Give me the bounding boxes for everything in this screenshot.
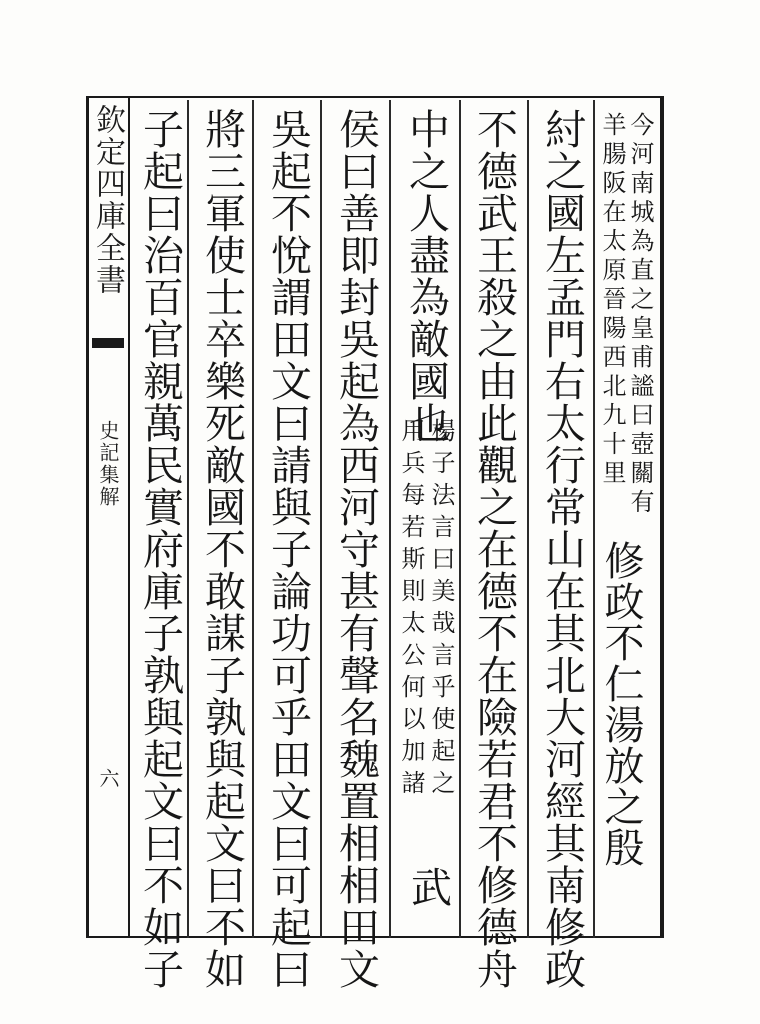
column-rule <box>459 100 461 938</box>
commentary-line: 用兵每若斯則太公何以加諸 <box>397 418 425 802</box>
text-column: 武 <box>404 866 452 908</box>
margin-page-number: 六 <box>96 768 120 788</box>
margin-title: 欽定四庫全書 <box>90 104 125 296</box>
column-rule <box>593 100 595 938</box>
commentary-line: 楊子法言曰美哉言乎使起之 <box>427 418 455 802</box>
text-column: 吳起不悅謂田文曰請與子論功可乎田文曰可起曰 <box>264 108 312 990</box>
commentary-line: 羊腸阪在太原晉陽西北九十里 <box>598 112 626 489</box>
fish-tail-mark <box>92 338 124 348</box>
text-column: 紂之國左孟門右太行常山在其北大河經其南修政 <box>538 108 586 990</box>
text-column: 不德武王殺之由此觀之在德不在險若君不修德舟 <box>470 108 518 990</box>
commentary-line: 今河南城為直之皇甫謐曰壺關有 <box>626 112 654 518</box>
text-column: 中之人盡為敵國也 <box>402 108 450 444</box>
text-column: 修政不仁湯放之殷 <box>598 540 644 868</box>
margin-divider-rule <box>128 96 130 938</box>
column-rule <box>320 100 322 938</box>
text-column: 將三軍使士卒樂死敵國不敢謀子孰與起文曰不如 <box>198 108 246 990</box>
column-rule <box>389 100 391 938</box>
text-column: 子起曰治百官親萬民實府庫子孰與起文曰不如子 <box>136 108 184 990</box>
column-rule <box>187 100 189 938</box>
column-rule <box>252 100 254 938</box>
text-column: 侯曰善即封吳起為西河守甚有聲名魏置相相田文 <box>332 108 380 990</box>
margin-book-name: 史記集解 <box>96 420 120 508</box>
frame-top-rule <box>86 96 662 98</box>
column-rule <box>527 100 529 938</box>
frame-left-rule <box>86 96 89 938</box>
frame-right-rule <box>660 96 664 938</box>
